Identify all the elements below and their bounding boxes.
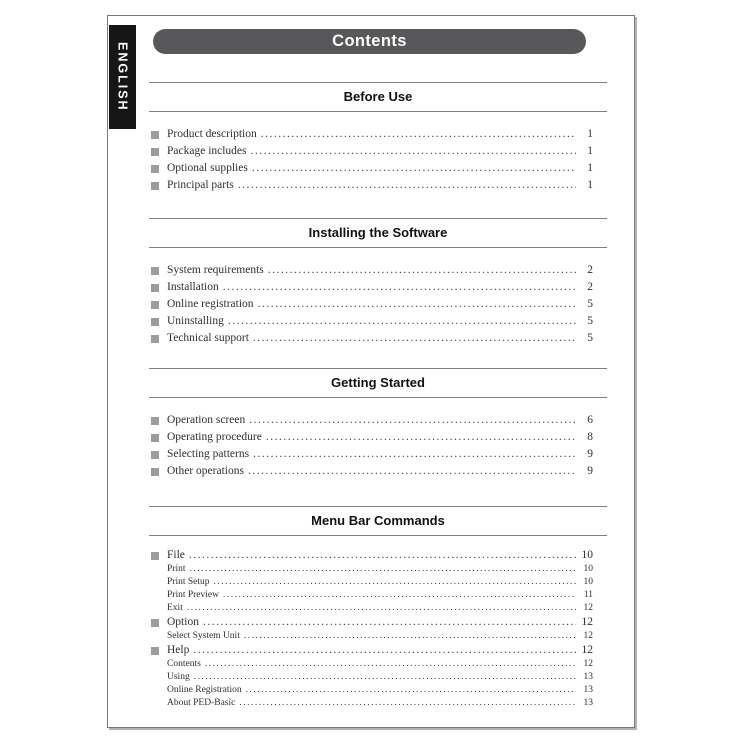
toc-entry	[151, 429, 593, 446]
dotted-leader	[238, 177, 576, 194]
toc-entry-label: Technical support	[167, 332, 249, 344]
toc-entry-label: Other operations	[167, 465, 244, 477]
toc-entry-page-number: 12	[583, 631, 593, 641]
toc-entry-page-number: 12	[581, 644, 593, 656]
toc-entry-page-number: 1	[587, 145, 593, 157]
toc-entry-label: Help	[167, 644, 190, 656]
toc-entry-label: About PED-Basic	[167, 698, 236, 708]
toc-entry-label: Online registration	[167, 298, 254, 310]
square-bullet-icon	[151, 267, 159, 275]
toc-entry	[151, 177, 593, 194]
square-bullet-icon	[151, 417, 159, 425]
toc-entry-label: Contents	[167, 659, 201, 669]
toc-section	[149, 368, 607, 480]
page-title: Contents	[332, 32, 407, 50]
toc-entry-label: Optional supplies	[167, 162, 248, 174]
square-bullet-icon	[151, 165, 159, 173]
dotted-leader	[223, 589, 576, 602]
square-bullet-icon	[151, 468, 159, 476]
dotted-leader	[251, 143, 576, 160]
dotted-leader	[187, 602, 576, 615]
toc-entry	[151, 548, 593, 563]
toc-entry-page-number: 10	[583, 564, 593, 574]
dotted-leader	[252, 160, 576, 177]
toc-entry-page-number: 2	[587, 264, 593, 276]
toc-entry-page-number: 10	[583, 577, 593, 587]
language-tab-label: ENGLISH	[115, 42, 130, 112]
dotted-leader	[253, 330, 576, 347]
square-bullet-icon	[151, 434, 159, 442]
toc-entry-label: System requirements	[167, 264, 264, 276]
toc-entry	[151, 160, 593, 177]
toc-entry-page-number: 2	[587, 281, 593, 293]
toc-entry-label: Principal parts	[167, 179, 234, 191]
toc-entry	[167, 630, 593, 643]
toc-entry-label: Print	[167, 564, 186, 574]
dotted-leader	[249, 412, 576, 429]
section-items	[149, 112, 607, 194]
toc-entry	[151, 143, 593, 160]
toc-entry-page-number: 10	[581, 549, 593, 561]
toc-entry-label: Product description	[167, 128, 257, 140]
toc-entry	[151, 463, 593, 480]
toc-entry-page-number: 1	[587, 128, 593, 140]
toc-entry-page-number: 9	[587, 448, 593, 460]
toc-entry-page-number: 12	[581, 616, 593, 628]
toc-entry	[151, 412, 593, 429]
toc-entry-page-number: 8	[587, 431, 593, 443]
toc-entry	[151, 279, 593, 296]
toc-entry-page-number: 6	[587, 414, 593, 426]
dotted-leader	[244, 630, 576, 643]
manual-page	[107, 15, 635, 728]
toc-entry-page-number: 13	[583, 698, 593, 708]
toc-entry	[151, 262, 593, 279]
section-heading: Before Use	[149, 82, 607, 112]
toc-entry-label: Exit	[167, 603, 183, 613]
toc-entry-page-number: 5	[587, 315, 593, 327]
toc-entry	[151, 615, 593, 630]
toc-entry	[167, 684, 593, 697]
toc-entry-label: Operation screen	[167, 414, 246, 426]
toc-entry-page-number: 13	[583, 685, 593, 695]
toc-entry	[151, 643, 593, 658]
dotted-leader	[268, 262, 576, 279]
toc-entry-label: Installation	[167, 281, 219, 293]
section-heading: Menu Bar Commands	[149, 506, 607, 536]
contents-title-banner	[153, 29, 586, 54]
toc-entry	[167, 671, 593, 684]
dotted-leader	[223, 279, 576, 296]
square-bullet-icon	[151, 182, 159, 190]
toc-entry-page-number: 1	[587, 179, 593, 191]
toc-entry	[167, 658, 593, 671]
toc-section	[149, 218, 607, 347]
toc-entry	[151, 296, 593, 313]
toc-entry	[151, 313, 593, 330]
square-bullet-icon	[151, 647, 159, 655]
dotted-leader	[246, 684, 576, 697]
square-bullet-icon	[151, 131, 159, 139]
toc-entry	[167, 697, 593, 710]
toc-entry-page-number: 12	[583, 659, 593, 669]
toc-entry-label: Using	[167, 672, 190, 682]
dotted-leader	[228, 313, 576, 330]
dotted-leader	[193, 643, 576, 658]
square-bullet-icon	[151, 301, 159, 309]
toc-entry-label: Select System Unit	[167, 631, 240, 641]
dotted-leader	[248, 463, 576, 480]
square-bullet-icon	[151, 148, 159, 156]
toc-entry-page-number: 1	[587, 162, 593, 174]
square-bullet-icon	[151, 335, 159, 343]
section-items	[149, 536, 607, 710]
square-bullet-icon	[151, 451, 159, 459]
dotted-leader	[205, 658, 576, 671]
dotted-leader	[203, 615, 576, 630]
toc-entry	[167, 563, 593, 576]
toc-entry	[167, 589, 593, 602]
toc-entry-page-number: 13	[583, 672, 593, 682]
toc-entry-page-number: 5	[587, 298, 593, 310]
dotted-leader	[194, 671, 576, 684]
toc-entry-label: Operating procedure	[167, 431, 262, 443]
square-bullet-icon	[151, 284, 159, 292]
dotted-leader	[189, 548, 576, 563]
toc-section	[149, 506, 607, 710]
toc-entry-label: Print Preview	[167, 590, 219, 600]
dotted-leader	[214, 576, 577, 589]
toc-entry	[151, 330, 593, 347]
toc-entry	[167, 602, 593, 615]
square-bullet-icon	[151, 619, 159, 627]
dotted-leader	[258, 296, 576, 313]
toc-entry	[167, 576, 593, 589]
square-bullet-icon	[151, 552, 159, 560]
toc-section	[149, 82, 607, 194]
toc-entry	[151, 446, 593, 463]
toc-entry-label: Online Registration	[167, 685, 242, 695]
toc-sections	[149, 82, 607, 710]
toc-entry-label: File	[167, 549, 185, 561]
toc-entry	[151, 126, 593, 143]
toc-entry-label: Package includes	[167, 145, 247, 157]
square-bullet-icon	[151, 318, 159, 326]
dotted-leader	[266, 429, 576, 446]
toc-content	[108, 16, 634, 710]
dotted-leader	[253, 446, 576, 463]
section-heading: Getting Started	[149, 368, 607, 398]
toc-entry-page-number: 5	[587, 332, 593, 344]
toc-entry-label: Print Setup	[167, 577, 210, 587]
toc-entry-page-number: 9	[587, 465, 593, 477]
toc-entry-label: Uninstalling	[167, 315, 224, 327]
toc-entry-page-number: 12	[583, 603, 593, 613]
toc-entry-page-number: 11	[583, 590, 593, 600]
section-items	[149, 248, 607, 347]
dotted-leader	[189, 563, 576, 576]
section-heading: Installing the Software	[149, 218, 607, 248]
section-items	[149, 398, 607, 480]
toc-entry-label: Option	[167, 616, 199, 628]
toc-entry-label: Selecting patterns	[167, 448, 250, 460]
dotted-leader	[239, 697, 576, 710]
dotted-leader	[261, 126, 576, 143]
